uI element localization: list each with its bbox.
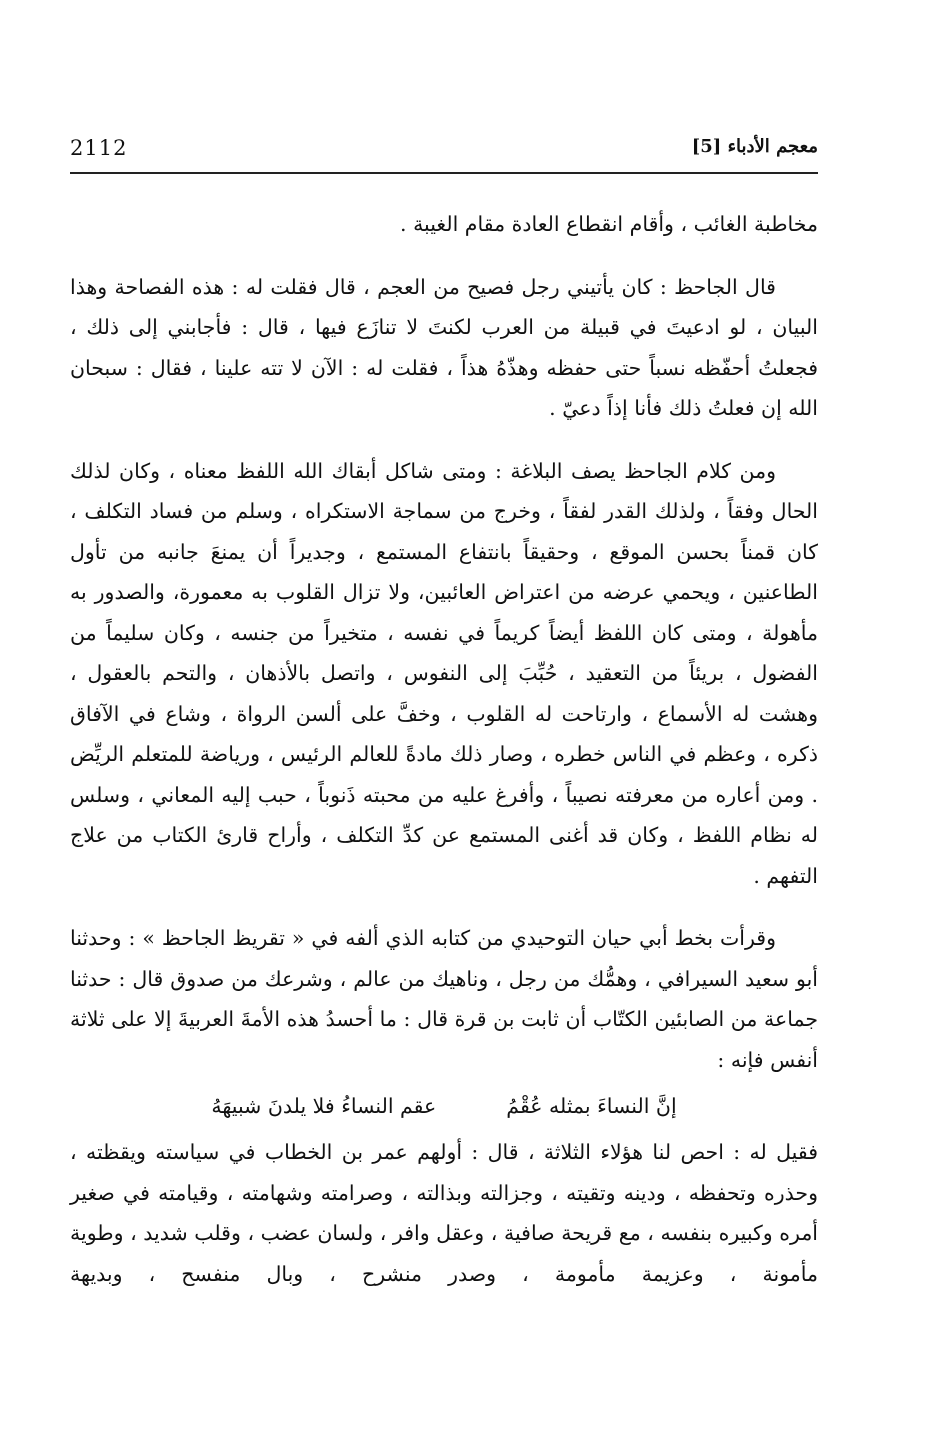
- verse-hemistich-second: عقم النساءُ فلا يلدنَ شبيهَهُ: [211, 1094, 437, 1118]
- book-page: [70, 130, 818, 1330]
- paragraph-jahiz-anecdote: قال الجاحظ : كان يأتيني رجل فصيح من العجم ، قال فقلت له : هذه الفصاحة وهذا البيان ، لو ادعيتَ في قبيلة من العرب لكنتَ لا تنازَع فيها ، قال : فأجابني إلى ذلك ، فجعلتُ أحفّظه نسباً حتى حفظه وهذّهُ هذاً ، فقلت له : الآن لا تته علينا ، فقال : سبحان الله إن فعلتُ ذلك فأنا إذاً دعيّ .: [70, 274, 818, 420]
- paragraph-three-persons: فقيل له : احص لنا هؤلاء الثلاثة ، قال : أولهم عمر بن الخطاب في سياسته ويقظته ، وحذره وتحفظه ، ودينه وتقيته ، وجزالته وبذالته ، وصرامته وشهامته ، وقيامته في صغير أمره وكبيره بنفسه ، مع قريحة صافية ، وعقل وافر ، ولسان عضب ، وقلب شديد ، وطوية مأمونة ، وعزيمة مأمومة ، وصدر منشرح ، وبال منفسح ، وبديهة: [70, 1140, 818, 1286]
- verse-hemistich-first: إنَّ النساءَ بمثله عُقْمُ: [506, 1094, 677, 1118]
- running-header: [70, 130, 818, 174]
- running-title: معجم الأدباء [5]: [691, 136, 818, 157]
- page-number: 2112: [70, 136, 128, 160]
- paragraph-tawhidi-report: وقرأت بخط أبي حيان التوحيدي من كتابه الذي ألفه في « تقريظ الجاحظ » : وحدثنا أبو سعيد السيرافي ، وهمُّك من رجل ، وناهيك من عالم ، وشرعك من صدوق قال : حدثنا جماعة من الصابئين الكتّاب أن ثابت بن قرة قال : ما أحسدُ هذه الأمةَ العربيةَ إلا على ثلاثة أنفس فإنه :: [70, 926, 818, 1072]
- verse-line: [70, 1086, 818, 1126]
- paragraph-eloquence: ومن كلام الجاحظ يصف البلاغة : ومتى شاكل أبقاك الله اللفظ معناه ، وكان لذلك الحال وفقاً ، ولذلك القدر لفقاً ، وخرج من سماجة الاستكراه ، وسلم من فساد التكلف ، كان قمناً بحسن الموقع ، وحقيقاً بانتفاع المستمع ، وجديراً أن يمنعَ جانبه من تأول الطاعنين ، ويحمي عرضه من اعتراض العائبين، ولا تزال القلوب به معمورة، والصدور به مأهولة ، ومتى كان اللفظ أيضاً كريماً في نفسه ، متخيراً من جنسه ، وكان سليماً من الفضول ، بريئاً من التعقيد ، حُبِّبَ إلى النفوس ، واتصل بالأذهان ، والتحم بالعقول ، وهشت له الأسماع ، وارتاحت له القلوب ، وخفَّ على ألسن الرواة ، وشاع في الآفاق ذكره ، وعظم في الناس خطره ، وصار ذلك مادةً للعالم الرئيس ، ورياضة للمتعلم الريِّض . ومن أعاره من معرفته نصيباً ، وأفرغ عليه من محبته ذَنوباً ، حبب إليه المعاني ، وسلس له نظام اللفظ ، وكان قد أغنى المستمع عن كدِّ التكلف ، وأراح قارئ الكتاب من علاج التفهم .: [70, 458, 818, 888]
- paragraph-continuation: مخاطبة الغائب ، وأقام انقطاع العادة مقام الغيبة .: [400, 212, 818, 236]
- body-text: [70, 204, 818, 1294]
